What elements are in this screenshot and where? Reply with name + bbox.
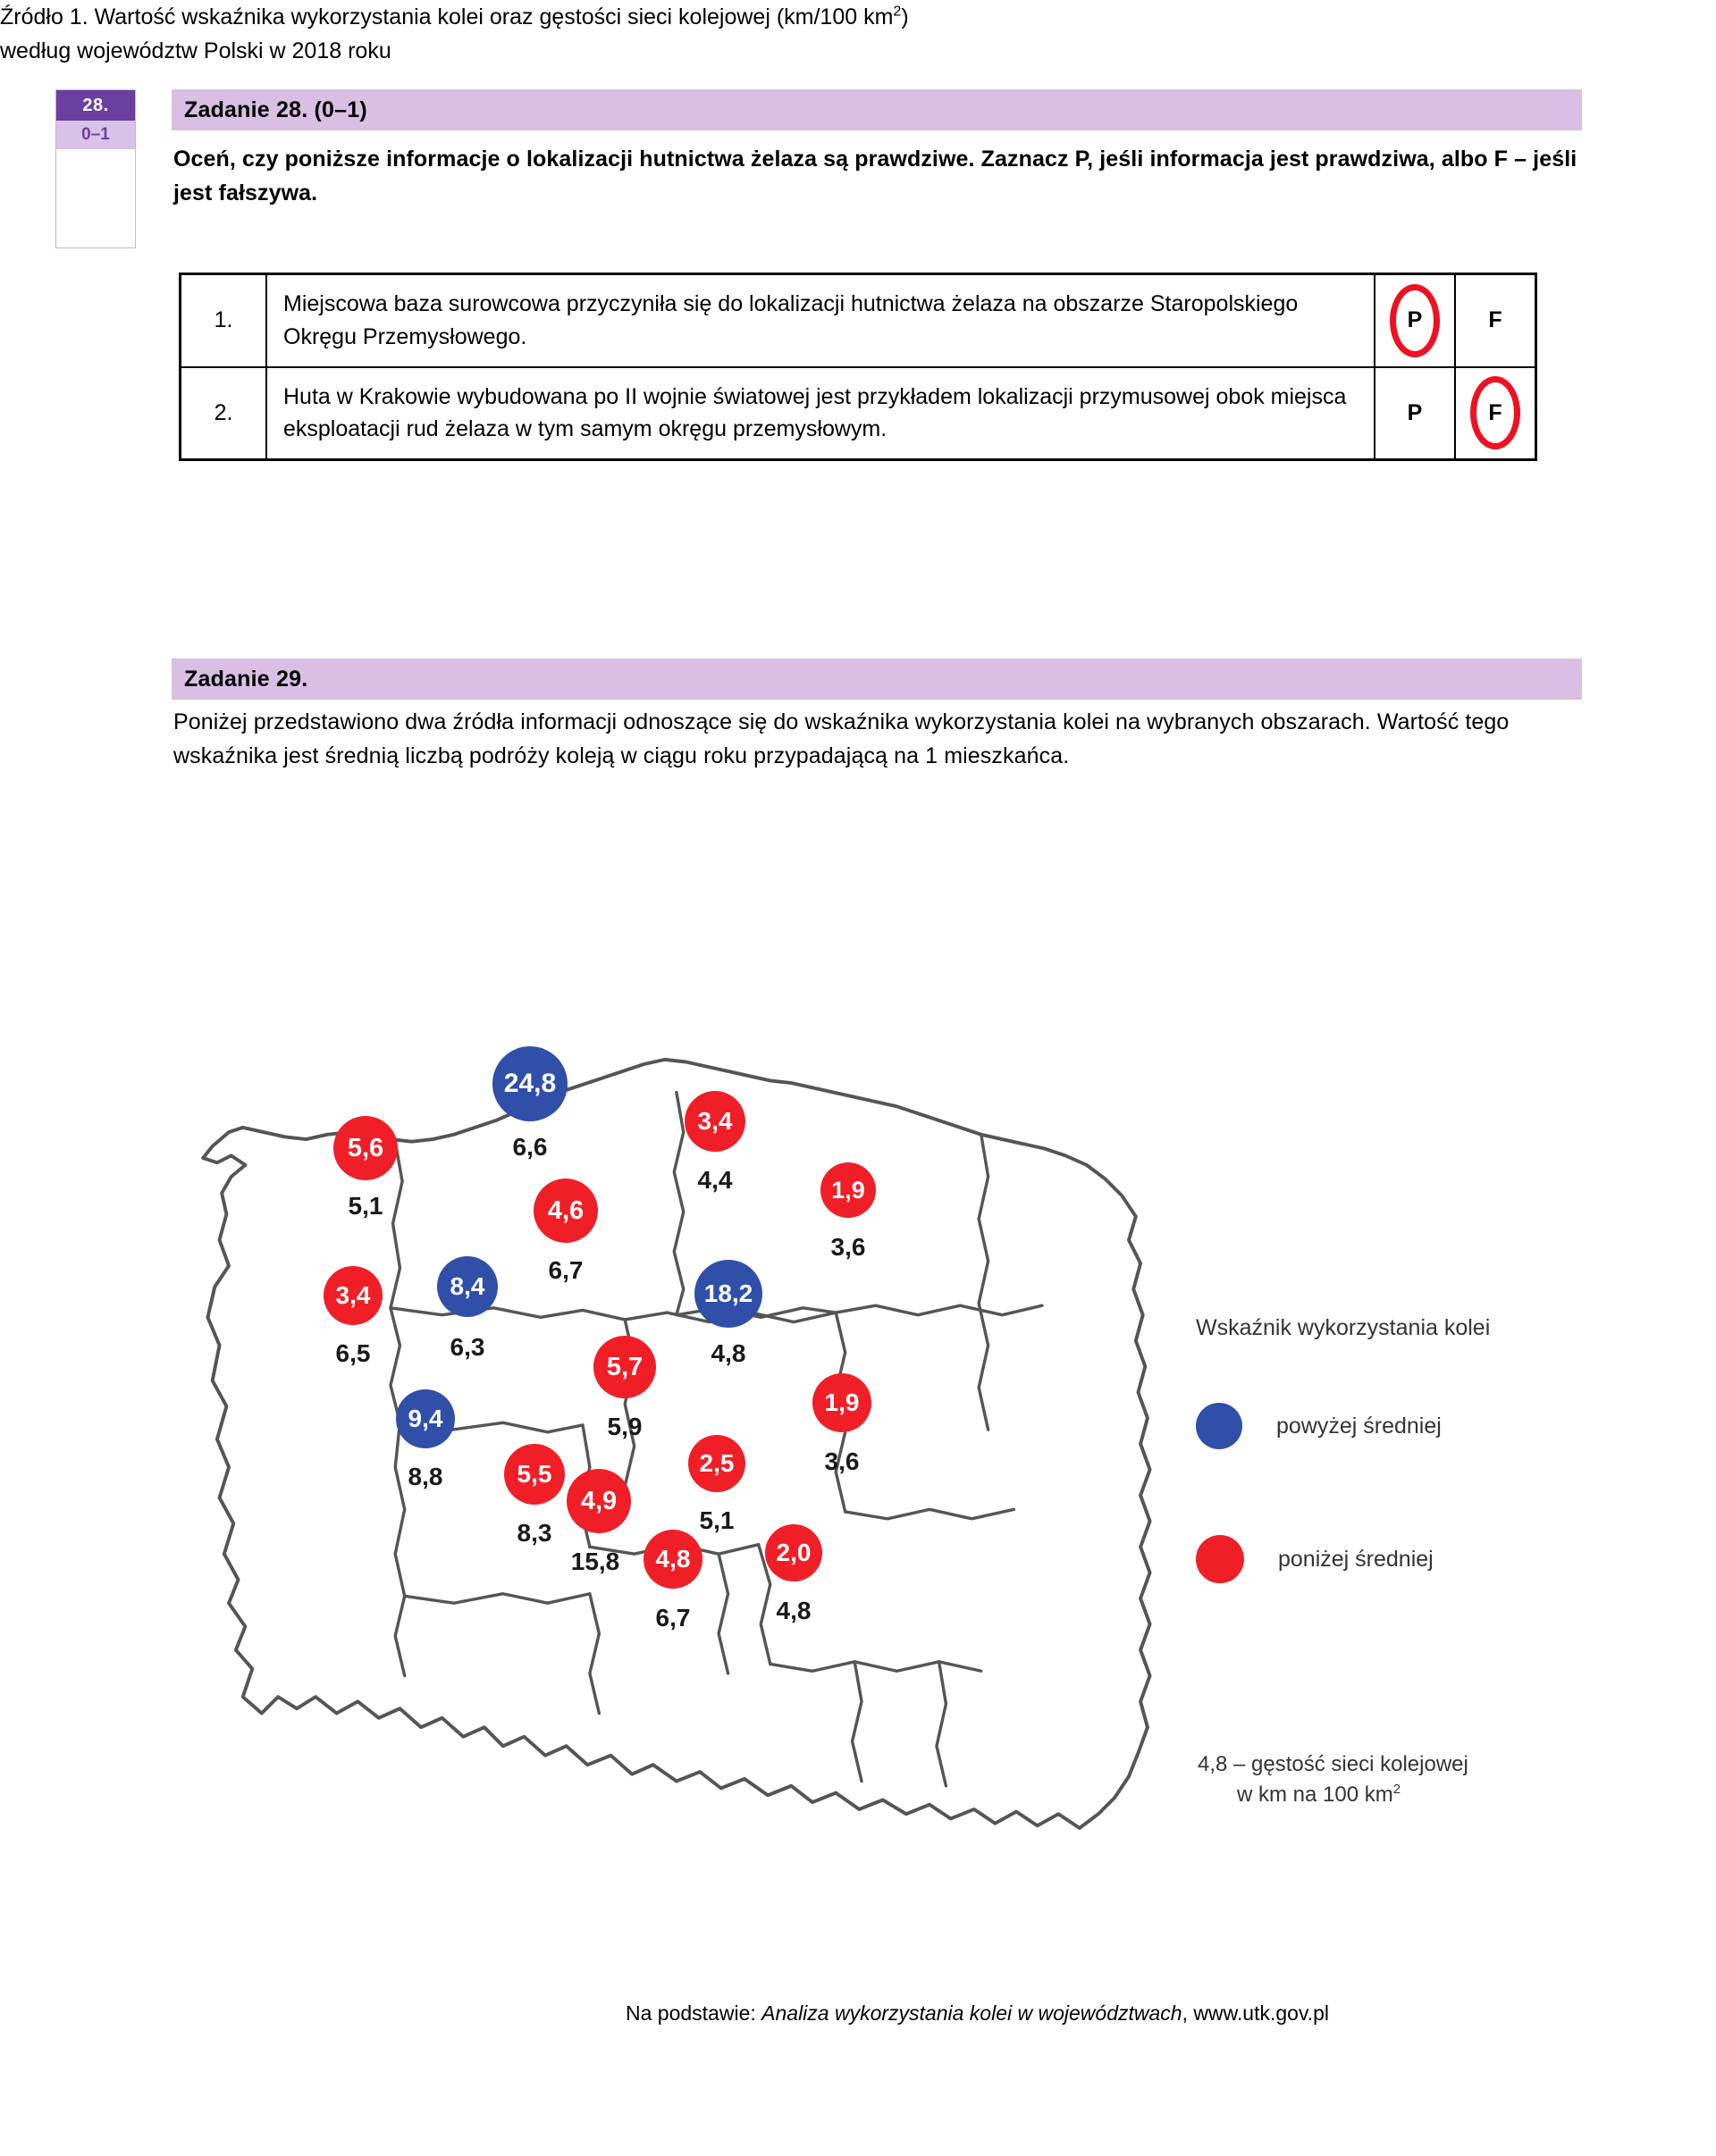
legend-density-note-line1: 4,8 – gęstość sieci kolejowej [1198,1752,1468,1776]
map-bubble-śląskie: 4,9 [567,1469,631,1533]
row-number: 1. [181,274,267,367]
map-density-pomorskie: 6,6 [512,1133,548,1161]
map-bubble-świętokrzyskie: 2,5 [688,1435,745,1492]
source-1-caption-line1: Źródło 1. Wartość wskaźnika wykorzystania kolei oraz gęstości sieci kolejowej (km/100 km [0,4,894,29]
map-bubble-kujawsko-pomorskie: 4,6 [534,1179,598,1243]
map-density-lubelskie: 3,6 [824,1447,860,1475]
answer-option-p-selected[interactable]: P [1399,304,1432,337]
map-density-mazowieckie: 4,8 [711,1339,746,1367]
row-answer-p[interactable] [1375,367,1455,460]
task-28-instruction: Oceń, czy poniższe informacje o lokalizacji hutnictwa żelaza są prawdziwe. Zaznacz P, jeśli informacja jest prawdziwa, albo F – jeśli jest fałszywa. [173,147,1577,206]
map-density-łódzkie: 5,9 [607,1413,643,1440]
map-bubble-warmińsko-mazurskie: 3,4 [685,1091,745,1152]
answer-option-f[interactable]: F [1488,307,1502,333]
map-bubble-pomorskie: 24,8 [492,1046,568,1121]
attribution-title: Analiza wykorzystania kolei w województwach [761,2001,1182,2025]
margin-points-range: 0–1 [56,121,135,149]
task-29-header [172,659,1582,700]
map-bubble-lubelskie: 1,9 [812,1373,871,1432]
row-answer-p[interactable] [1375,274,1455,367]
legend-density-note-line2-text: w km na 100 km [1237,1783,1393,1808]
map-bubble-lubuskie: 3,4 [324,1266,383,1325]
poland-voivodeship-map [125,992,1609,1975]
legend-red-circle-icon [1196,1535,1244,1583]
table-row [181,274,1536,367]
task-28-header [172,89,1582,130]
legend-density-note-line2 [1198,1780,1468,1810]
legend-title: Wskaźnik wykorzystania kolei [1196,1315,1491,1340]
map-bubble-opolskie: 5,5 [504,1444,565,1505]
attribution-suffix: , www.utk.gov.pl [1182,2001,1330,2025]
source-1-caption [0,0,1394,68]
legend-density-note-superscript: 2 [1392,1782,1401,1798]
row-answer-f[interactable] [1455,367,1536,460]
map-bubble-zachodniopomorskie: 5,6 [333,1116,398,1180]
map-density-warmińsko-mazurskie: 4,4 [697,1166,733,1194]
row-number: 2. [181,367,267,460]
map-density-dolnośląskie: 8,8 [408,1463,443,1490]
margin-score-box [55,89,136,248]
legend-density-note [1198,1749,1468,1810]
map-density-podkarpackie: 4,8 [776,1597,812,1624]
true-false-table [179,273,1537,461]
table-row [181,367,1536,460]
map-density-zachodniopomorskie: 5,1 [348,1192,383,1220]
map-density-małopolskie: 6,7 [655,1604,691,1632]
source-1-caption-superscript: 2 [893,4,902,20]
map-bubble-podlaskie: 1,9 [820,1162,876,1218]
task-28-header-label: Zadanie 28. (0–1) [184,96,367,122]
legend-item-above-average [1196,1403,1442,1449]
map-bubble-wielkopolskie: 8,4 [437,1256,498,1317]
map-bubble-podkarpackie: 2,0 [765,1524,822,1581]
map-density-śląskie: 15,8 [570,1548,620,1575]
map-density-kujawsko-pomorskie: 6,7 [548,1256,584,1284]
attribution-prefix: Na podstawie: [626,2001,762,2025]
row-answer-f[interactable] [1455,274,1536,367]
map-bubble-dolnośląskie: 9,4 [396,1389,455,1448]
legend-below-average-label: poniżej średniej [1278,1546,1434,1572]
margin-score-blank [56,149,135,247]
map-density-opolskie: 8,3 [517,1519,552,1547]
row-statement: Huta w Krakowie wybudowana po II wojnie światowej jest przykładem lokalizacji przymusowej obok miejsca eksploatacji rud żelaza w tym samym okręgu przemysłowym. [266,367,1375,460]
map-bubble-łódzkie: 5,7 [593,1336,656,1398]
answer-option-f-selected[interactable]: F [1479,397,1510,430]
answer-option-p[interactable]: P [1407,399,1423,425]
map-density-podlaskie: 3,6 [830,1233,866,1261]
legend-item-below-average [1196,1535,1434,1583]
task-29-instruction: Poniżej przedstawiono dwa źródła informacji odnoszące się do wskaźnika wykorzystania kolei na wybranych obszarach. Wartość tego wskaźnika jest średnią liczbą podróży koleją w ciągu roku przypadającą na 1 mieszkańca. [173,709,1510,768]
map-bubble-małopolskie: 4,8 [644,1530,702,1589]
source-attribution [626,2001,1329,2026]
source-1-caption-paren: ) [901,4,909,29]
map-density-wielkopolskie: 6,3 [450,1333,485,1361]
legend-above-average-label: powyżej średniej [1276,1413,1442,1439]
task-29-header-label: Zadanie 29. [184,666,308,692]
margin-task-number: 28. [56,90,135,121]
map-density-lubuskie: 6,5 [335,1339,371,1367]
map-density-świętokrzyskie: 5,1 [699,1506,735,1534]
row-statement: Miejscowa baza surowcowa przyczyniła się do lokalizacji hutnictwa żelaza na obszarze Staropolskiego Okręgu Przemysłowego. [266,274,1375,367]
source-1-caption-line2: według województw Polski w 2018 roku [0,38,391,63]
legend-blue-circle-icon [1196,1403,1242,1449]
map-bubble-mazowieckie: 18,2 [694,1260,762,1328]
